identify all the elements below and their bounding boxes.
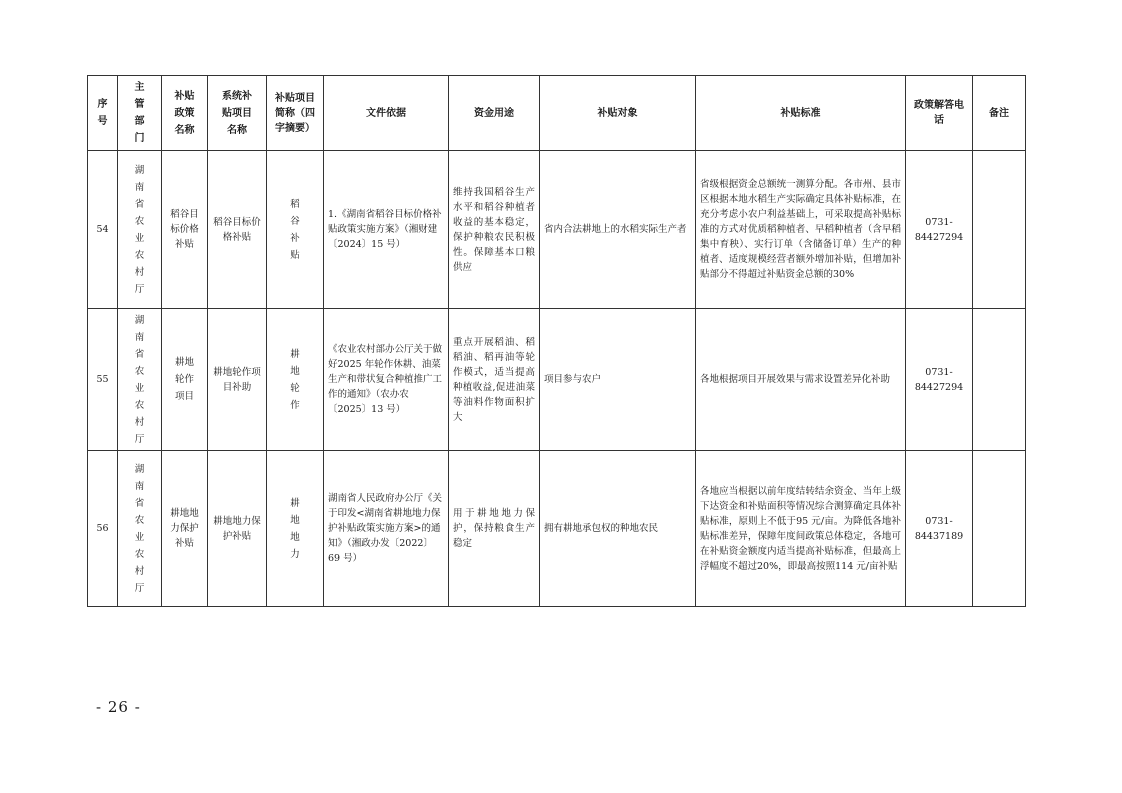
table-row — [88, 451, 1026, 607]
header-policy-name: 补贴政策名称 — [162, 76, 208, 151]
cell-basis: 1.《湖南省稻谷目标价格补贴政策实施方案》（湘财建〔2024〕15 号） — [324, 151, 449, 309]
cell-policy-name: 耕地地力保护补贴 — [162, 451, 208, 607]
table-row — [88, 309, 1026, 451]
cell-seq: 55 — [88, 309, 118, 451]
cell-policy-name: 稻谷目标价格补贴 — [162, 151, 208, 309]
cell-target: 省内合法耕地上的水稻实际生产者 — [540, 151, 696, 309]
cell-abbr: 耕地地力 — [267, 451, 324, 607]
cell-usage: 重点开展稻油、稻稻油、稻再油等轮作模式，适当提高种植收益,促进油菜等油料作物面积扩大 — [449, 309, 540, 451]
header-usage: 资金用途 — [449, 76, 540, 151]
cell-phone: 0731-84427294 — [906, 151, 973, 309]
cell-dept: 湖南省农业农村厅 — [118, 309, 162, 451]
cell-standard: 省级根据资金总额统一测算分配。各市州、县市区根据本地水稻生产实际确定具体补贴标准，在充分考虑小农户利益基础上，可采取提高补贴标准的方式对优质稻种植者、早稻种植者（含早稻集中育秧）、实行订单（含储备订单）生产的种植者、适度规模经营者额外增加补贴，但增加补贴部分不得超过补贴资金总额的30% — [696, 151, 906, 309]
cell-basis: 《农业农村部办公厅关于做好2025 年轮作休耕、油菜生产和带状复合种植推广工作的通知》（农办农〔2025〕13 号） — [324, 309, 449, 451]
cell-usage: 用于耕地地力保护，保持粮食生产稳定 — [449, 451, 540, 607]
cell-target: 项目参与农户 — [540, 309, 696, 451]
cell-abbr: 稻谷补贴 — [267, 151, 324, 309]
cell-phone: 0731-84427294 — [906, 309, 973, 451]
cell-abbr: 耕地轮作 — [267, 309, 324, 451]
cell-standard: 各地根据项目开展效果与需求设置差异化补助 — [696, 309, 906, 451]
header-target: 补贴对象 — [540, 76, 696, 151]
table-row — [88, 151, 1026, 309]
cell-note — [973, 151, 1026, 309]
cell-system-name: 耕地地力保护补贴 — [208, 451, 267, 607]
header-seq: 序号 — [88, 76, 118, 151]
cell-phone: 0731-84437189 — [906, 451, 973, 607]
cell-seq: 56 — [88, 451, 118, 607]
cell-system-name: 稻谷目标价格补贴 — [208, 151, 267, 309]
cell-system-name: 耕地轮作项目补助 — [208, 309, 267, 451]
header-system-name: 系统补贴项目名称 — [208, 76, 267, 151]
table-header-row — [88, 76, 1026, 151]
cell-dept: 湖南省农业农村厅 — [118, 451, 162, 607]
cell-note — [973, 309, 1026, 451]
header-standard: 补贴标准 — [696, 76, 906, 151]
cell-usage: 维持我国稻谷生产水平和稻谷种植者收益的基本稳定，保护种粮农民积极性。保障基本口粮供应 — [449, 151, 540, 309]
cell-dept: 湖南省农业农村厅 — [118, 151, 162, 309]
cell-seq: 54 — [88, 151, 118, 309]
cell-note — [973, 451, 1026, 607]
subsidy-policy-table — [87, 75, 1026, 607]
header-basis: 文件依据 — [324, 76, 449, 151]
page-number: - 26 - — [96, 698, 141, 716]
header-dept: 主管部门 — [118, 76, 162, 151]
cell-basis: 湖南省人民政府办公厅《关于印发<湖南省耕地地力保护补贴政策实施方案>的通知》（湘政办发〔2022〕69 号） — [324, 451, 449, 607]
header-note: 备注 — [973, 76, 1026, 151]
cell-policy-name: 耕地轮作项目 — [162, 309, 208, 451]
cell-target: 拥有耕地承包权的种地农民 — [540, 451, 696, 607]
cell-standard: 各地应当根据以前年度结转结余资金、当年上级下达资金和补贴面积等情况综合测算确定具体补贴标准，原则上不低于95 元/亩。为降低各地补贴标准差异，保障年度间政策总体稳定，各地可在补贴资金额度内适当提高补贴标准，但最高上浮幅度不超过20%，即最高按照114 元/亩补贴 — [696, 451, 906, 607]
header-phone: 政策解答电话 — [906, 76, 973, 151]
header-abbr: 补贴项目简称（四字摘要） — [267, 76, 324, 151]
